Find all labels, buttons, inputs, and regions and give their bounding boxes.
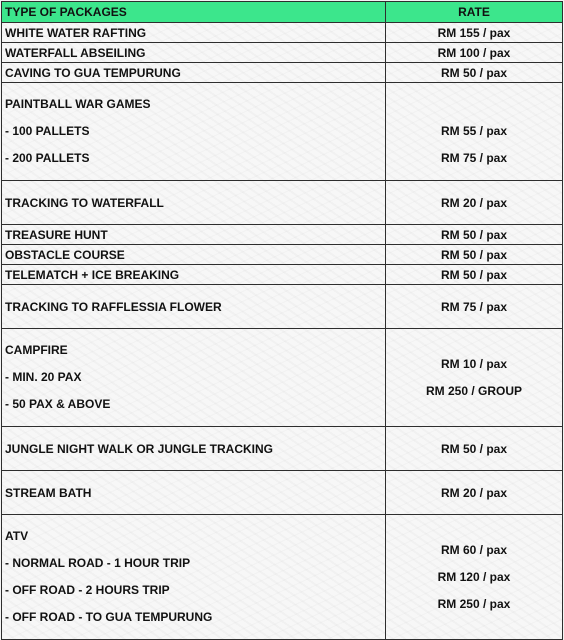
package-rate: RM 250 / GROUP [425, 383, 523, 398]
package-name: TRACKING TO RAFFLESSIA FLOWER [2, 285, 386, 329]
package-rate: RM 60 / pax [440, 542, 508, 557]
package-name: CAMPFIRE [5, 343, 68, 357]
package-option: - MIN. 20 PAX [5, 370, 82, 384]
rate-cell [386, 329, 563, 427]
package-option: - 200 PALLETS [5, 151, 90, 165]
package-name: ATV [5, 529, 29, 543]
table-row [2, 285, 563, 329]
package-rate: RM 20 / pax [386, 471, 563, 515]
package-option: - OFF ROAD - 2 HOURS TRIP [5, 583, 170, 597]
package-name: TREASURE HUNT [2, 225, 386, 245]
package-name: STREAM BATH [2, 471, 386, 515]
table-row [2, 43, 563, 63]
package-name: JUNGLE NIGHT WALK OR JUNGLE TRACKING [2, 427, 386, 471]
package-name: TELEMATCH + ICE BREAKING [2, 265, 386, 285]
package-rate: RM 75 / pax [440, 151, 508, 165]
package-rate: RM 120 / pax [437, 569, 511, 584]
table-row [2, 427, 563, 471]
package-cell [2, 83, 386, 181]
package-column-header: TYPE OF PACKAGES [2, 2, 386, 23]
package-rate: RM 50 / pax [386, 265, 563, 285]
package-rate: RM 75 / pax [386, 285, 563, 329]
package-option: - OFF ROAD - TO GUA TEMPURUNG [5, 610, 213, 624]
rate-cell [386, 515, 563, 640]
package-rate: RM 50 / pax [386, 427, 563, 471]
package-cell [2, 515, 386, 640]
rate-cell [386, 83, 563, 181]
table-row [2, 225, 563, 245]
package-option: - 100 PALLETS [5, 124, 90, 138]
package-rate: RM 50 / pax [386, 63, 563, 83]
table-row [2, 63, 563, 83]
header-row [2, 2, 563, 23]
package-option: - NORMAL ROAD - 1 HOUR TRIP [5, 556, 191, 570]
package-rate: RM 20 / pax [386, 181, 563, 225]
package-name: PAINTBALL WAR GAMES [5, 97, 151, 111]
table-row [2, 329, 563, 427]
package-option: - 50 PAX & ABOVE [5, 397, 111, 411]
package-cell [2, 329, 386, 427]
package-rate: RM 100 / pax [386, 43, 563, 63]
table-row [2, 181, 563, 225]
package-rate: RM 250 / pax [437, 596, 511, 611]
package-rate: RM 50 / pax [386, 225, 563, 245]
package-name: CAVING TO GUA TEMPURUNG [2, 63, 386, 83]
package-name: WHITE WATER RAFTING [2, 23, 386, 43]
package-name: WATERFALL ABSEILING [2, 43, 386, 63]
packages-rate-table [1, 1, 563, 640]
table-row [2, 515, 563, 640]
table-row [2, 471, 563, 515]
rate-column-header: RATE [386, 2, 563, 23]
package-name: OBSTACLE COURSE [2, 245, 386, 265]
package-rate: RM 55 / pax [440, 124, 508, 138]
table-row [2, 265, 563, 285]
package-rate: RM 50 / pax [386, 245, 563, 265]
package-rate: RM 155 / pax [386, 23, 563, 43]
table-row [2, 83, 563, 181]
package-name: TRACKING TO WATERFALL [2, 181, 386, 225]
table-row [2, 245, 563, 265]
table-row [2, 23, 563, 43]
package-rate: RM 10 / pax [440, 356, 508, 371]
